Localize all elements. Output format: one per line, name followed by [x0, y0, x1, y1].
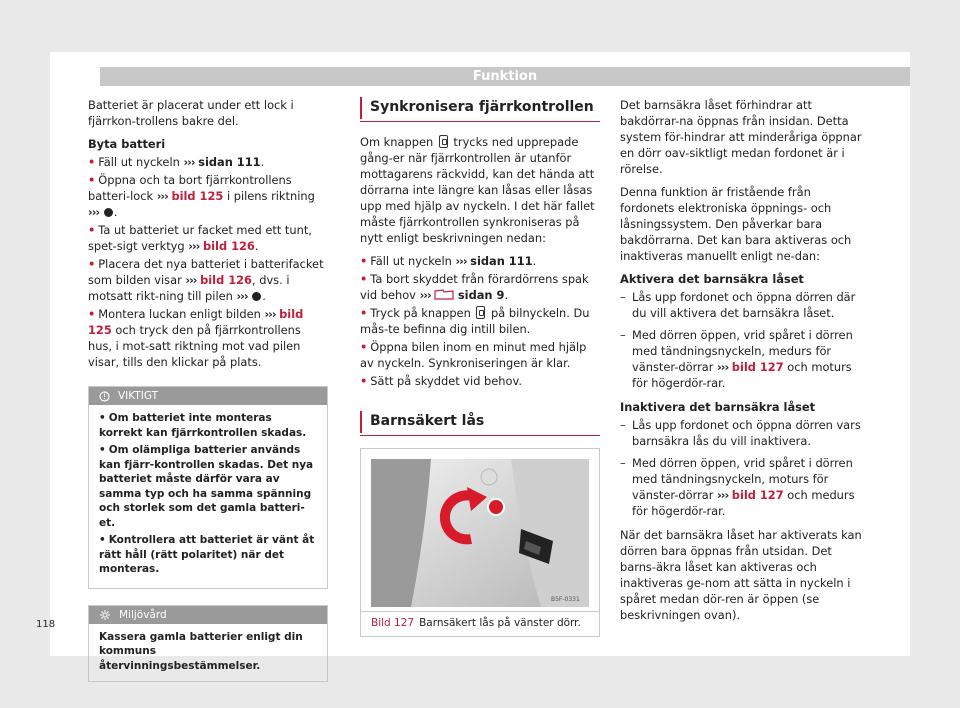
- leaf-icon: [99, 609, 111, 621]
- book-icon: [434, 289, 454, 300]
- warning-icon: [99, 391, 110, 402]
- sync-intro: Om knappen trycks ned upprepade gång-er när fjärrkontrollen är utanför mottagarens räckvidd, kan det hända att dörrarna inte längre kan låsas eller låsas upp med hjälp av nyckeln. I det här fallet måste fjärrkontrollen synkroniseras på nytt enligt beskrivningen nedan:: [360, 135, 595, 245]
- list-item: • Tryck på knappen på bilnyckeln. Du mås-te befinna dig intill bilen.: [360, 306, 590, 336]
- warning-box: [88, 386, 328, 589]
- page-number: 118: [36, 619, 56, 630]
- list-item: • Öppna bilen inom en minut med hjälp av nyckeln. Synkroniseringen är klar.: [360, 340, 587, 370]
- environment-box: [88, 605, 328, 683]
- list-item: • Fäll ut nyckeln ››› sidan 111.: [360, 254, 537, 268]
- page-link[interactable]: sidan 111: [198, 155, 261, 169]
- column-middle: [360, 97, 600, 637]
- key-button-icon: [476, 306, 485, 319]
- info-icon: [104, 208, 113, 217]
- intro-text: Batteriet är placerat under ett lock i fjärrkon-trollens bakre del.: [88, 98, 294, 128]
- figure-link[interactable]: bild 125: [171, 189, 224, 203]
- paragraph: När det barnsäkra låset har aktiverats kan dörren bara öppnas från utsidan. Det barns-äkra låset kan aktiveras och inaktiveras ge-nom att sätta in nyckeln i spåret medan dör-ren är öppen (se beskrivningen ovan).: [620, 528, 862, 622]
- section-heading: Byta batteri: [88, 137, 166, 151]
- dash-item: – Lås upp fordonet och öppna dörren där du vill aktivera det barnsäkra låset.: [620, 290, 856, 320]
- warning-item: • Kontrollera att batteriet är vänt åt rätt håll (rätt polaritet) när det monteras.: [99, 534, 315, 575]
- figure-label: Bild 127: [371, 617, 415, 629]
- list-item: • Ta ut batteriet ur facket med ett tunt, spet-sigt verktyg ››› bild 126.: [88, 223, 312, 253]
- environment-header: [89, 606, 327, 624]
- page-link[interactable]: sidan 9: [457, 288, 505, 302]
- section-title-childlock: Barnsäkert lås: [360, 411, 600, 436]
- manual-page: [36, 52, 910, 672]
- figure-link[interactable]: bild 127: [731, 360, 784, 374]
- page-header: Funktion: [100, 67, 910, 86]
- list-item: • Placera det nya batteriet i batterifacket som bilden visar ››› bild 126, dvs. i motsatt rikt-ning till pilen ››› .: [88, 257, 324, 303]
- paragraph: Det barnsäkra låset förhindrar att bakdörrar-na öppnas från insidan. Detta system för-hindrar att minderåriga öppnar en dörr oav-siktligt medan fordonet är i rörelse.: [620, 98, 862, 176]
- list-item: • Sätt på skyddet vid behov.: [360, 374, 522, 388]
- warning-item: • Om batteriet inte monteras korrekt kan fjärrkontrollen skadas.: [99, 412, 307, 439]
- list-item: • Öppna och ta bort fjärrkontrollens batteri-lock ››› bild 125 i pilens riktning ››› .: [88, 173, 315, 219]
- environment-text: Kassera gamla batterier enligt din kommuns återvinningsbestämmelser.: [99, 630, 303, 672]
- subheading-deactivate: Inaktivera det barnsäkra låset: [620, 400, 816, 414]
- paragraph: Denna funktion är fristående från fordonets elektroniska öppnings- och låsningssystem. Den påverkar bara bakdörrarna. Det kan bara aktiveras och inaktiveras manuellt enligt ne-dan:: [620, 185, 852, 263]
- warning-item: • Om olämpliga batterier används kan fjärr-kontrollen skadas. Det nya batteriet måste därför vara av samma typ och ha samma spänning och storlek som det gamla batteri-et.: [99, 444, 314, 529]
- warning-header: [89, 387, 327, 405]
- subheading-activate: Aktivera det barnsäkra låset: [620, 272, 804, 286]
- warning-body: [89, 405, 327, 588]
- list-item: • Ta bort skyddet från förardörrens spak vid behov ››› sidan 9.: [360, 272, 589, 302]
- list-item: • Fäll ut nyckeln ››› sidan 111.: [88, 155, 265, 169]
- info-icon: [252, 292, 261, 301]
- door-lock-image: [371, 459, 589, 607]
- list-item: • Montera luckan enligt bilden ››› bild 125 och tryck den på fjärrkontrollens hus, i mot-satt riktning mot vad pilen visar, tills den klickar på plats.: [88, 307, 304, 369]
- dash-item: – Med dörren öppen, vrid spåret i dörren med tändningsnyckeln, medurs för vänster-dörrar ››› bild 127 och moturs för högerdör-rar.: [620, 328, 853, 390]
- warning-title: VIKTIGT: [118, 390, 159, 402]
- figure-127: [360, 448, 600, 637]
- column-right: [620, 97, 865, 630]
- figure-link[interactable]: bild 125: [88, 307, 304, 337]
- key-button-icon: [439, 135, 448, 148]
- figure-link[interactable]: bild 127: [731, 488, 784, 502]
- figure-link[interactable]: bild 126: [202, 239, 255, 253]
- section-title-sync: Synkronisera fjärrkontrollen: [360, 97, 600, 122]
- dash-item: – Med dörren öppen, vrid spåret i dörren med tändningsnyckeln, moturs för vänster-dörrar ››› bild 127 och medurs för högerdör-rar.: [620, 456, 855, 518]
- environment-title: Miljövård: [119, 608, 167, 621]
- figure-code: B5F-0331: [551, 596, 580, 603]
- page-link[interactable]: sidan 111: [470, 254, 533, 268]
- figure-caption: Bild 127 Barnsäkert lås på vänster dörr.: [361, 611, 599, 636]
- column-left: [88, 97, 328, 682]
- dash-item: – Lås upp fordonet och öppna dörren vars barnsäkra lås du vill inaktivera.: [620, 418, 861, 448]
- figure-link[interactable]: bild 126: [200, 273, 252, 287]
